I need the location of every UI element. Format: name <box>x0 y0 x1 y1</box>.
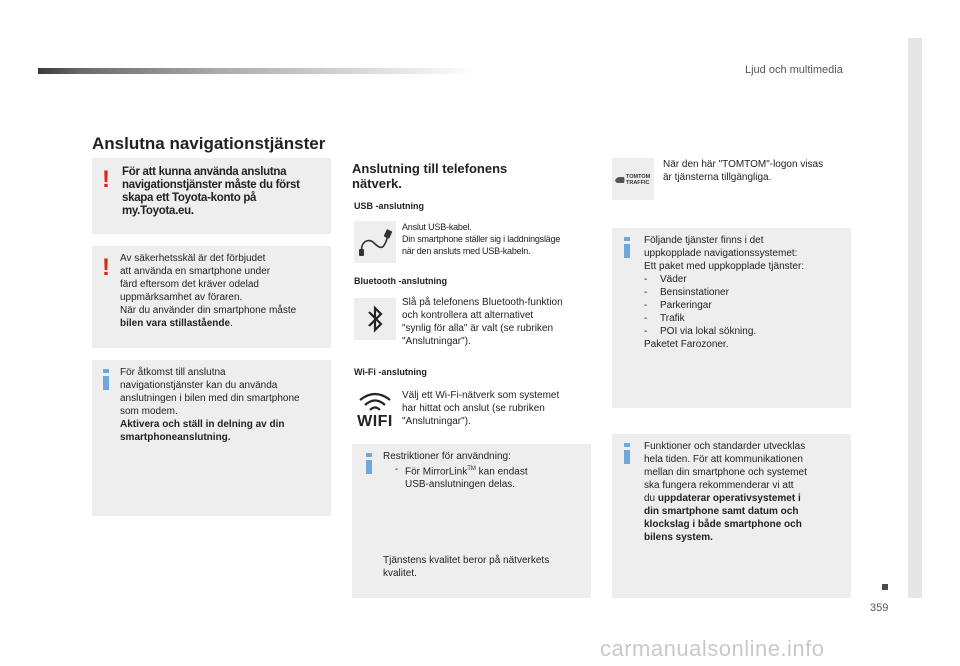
info-icon <box>366 460 372 474</box>
tomtom-traffic-logo <box>612 158 654 200</box>
page-edge-tab <box>908 38 922 598</box>
warning-account-text: För att kunna använda anslutna navigationstjänster måste du först skapa ett Toyota-konto på my.Toyota.eu. <box>122 166 300 217</box>
bluetooth-text: Slå på telefonens Bluetooth-funktion och kontrollera att alternativet "synlig för alla" är valt (se rubriken "Anslutningar"). <box>402 297 563 347</box>
info-box-restrictions <box>352 444 591 598</box>
info-box-services <box>612 228 851 408</box>
page-number: 359 <box>870 602 889 614</box>
header-gradient-bar <box>38 68 478 74</box>
warning-exclamation-icon: ! <box>102 166 110 193</box>
traffic-logo-text: TRAFFIC <box>626 180 650 186</box>
services-list <box>644 273 844 338</box>
network-connection-heading: Anslutning till telefonens nätverk. <box>352 161 508 191</box>
info-icon <box>103 376 109 390</box>
warning-safety-text: Av säkerhetsskäl är det förbjudet att använda en smartphone under färd eftersom det kräver odelad uppmärksamhet av föraren. När du använder din smartphone måste bilen vara stillastående. <box>120 253 297 329</box>
usb-text: Anslut USB-kabel. Din smartphone ställer sig i laddningsläge när den ansluts med USB-kabeln. <box>402 222 561 256</box>
info-tethering-text: För åtkomst till anslutna navigationstjänster kan du använda anslutningen i bilen med din smartphone som modem. Aktivera och ställ in delning av din smartphoneanslutning. <box>120 367 300 443</box>
usb-label: USB -anslutning <box>354 201 424 211</box>
wifi-label: Wi-Fi -anslutning <box>354 367 427 377</box>
bluetooth-label: Bluetooth -anslutning <box>354 276 447 286</box>
wifi-text: Välj ett Wi-Fi-nätverk som systemet har hittat och anslut (se rubriken "Anslutningar"). <box>402 390 560 427</box>
services-text: Följande tjänster finns i det uppkopplade navigationssystemet: Ett paket med uppkopplade tjänster: - Väder - Bensinstationer - Parkeringar - Trafik - POI via lokal sökning. Paketet Farozoner. <box>644 234 844 351</box>
list-item: - Bensinstationer <box>644 286 844 299</box>
wifi-icon <box>354 388 396 430</box>
updates-text: Funktioner och standarder utvecklas hela tiden. För att kommunikationen mellan din smartphone och systemet ska fungera rekommenderar vi att du uppdaterar operativsystemet i din smartphone samt datum och klockslag i både smartphone och bilens system. <box>644 441 807 543</box>
section-title: Ljud och multimedia <box>745 64 843 76</box>
list-item: - Parkeringar <box>644 299 844 312</box>
info-box-updates <box>612 434 851 598</box>
warning-box-safety <box>92 246 331 348</box>
restrictions-text: Restriktioner för användning: - För MirrorLink™ kan endast USB-anslutningen delas. <box>383 451 528 491</box>
bluetooth-icon <box>354 298 396 340</box>
info-box-tethering <box>92 360 331 516</box>
wifi-icon-label: WIFI <box>357 413 393 430</box>
list-item: - Väder <box>644 273 844 286</box>
usb-cable-icon <box>354 221 396 263</box>
tomtom-logo-text: TOMTOM <box>626 174 651 180</box>
tomtom-text: När den här "TOMTOM"-logon visas är tjänsterna tillgängliga. <box>663 159 824 183</box>
page-title: Anslutna navigationstjänster <box>92 134 326 153</box>
warning-box-account <box>92 158 331 234</box>
warning-exclamation-icon: ! <box>102 254 110 281</box>
list-item: - POI via lokal sökning. <box>644 325 844 338</box>
info-icon <box>624 244 630 258</box>
watermark: carmanualsonline.info <box>600 636 825 661</box>
info-icon <box>624 450 630 464</box>
page-marker <box>882 584 888 590</box>
quality-text: Tjänstens kvalitet beror på nätverkets kvalitet. <box>383 555 550 579</box>
list-item: - Trafik <box>644 312 844 325</box>
